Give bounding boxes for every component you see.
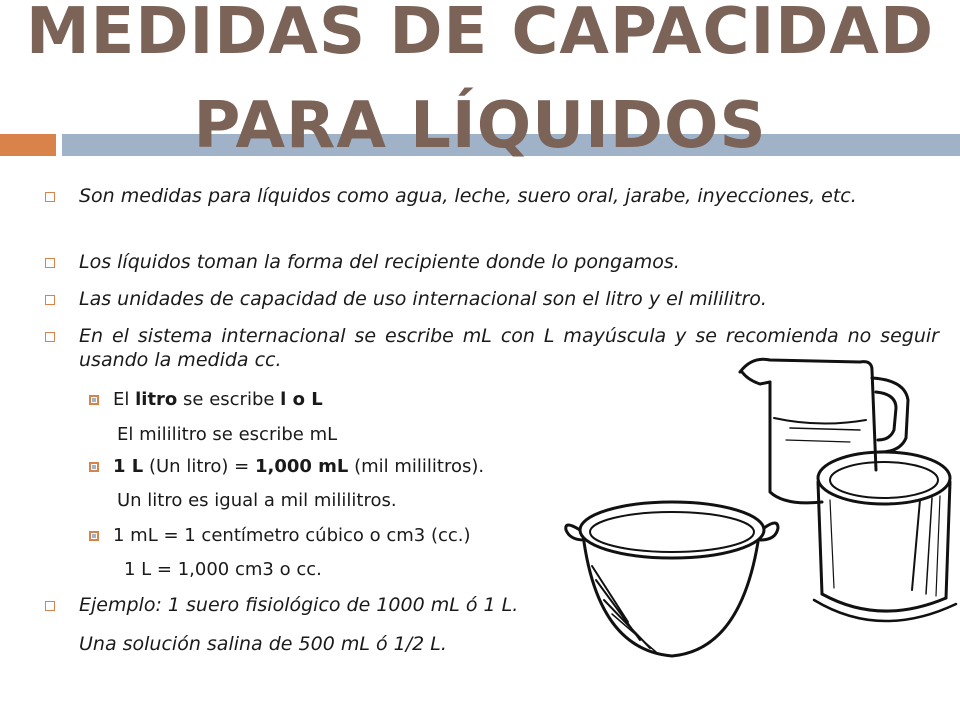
square-bullet-icon — [45, 258, 55, 268]
list-item — [45, 184, 939, 208]
list-item — [45, 250, 939, 274]
square-bullet-icon — [45, 192, 55, 202]
example-text-line2: Una solución salina de 500 mL ó 1/2 L. — [79, 633, 447, 655]
sub-text: 1 L = 1,000 cm3 o cc. — [124, 559, 322, 580]
list-item — [45, 287, 939, 311]
sub-list-item: 1 mL = 1 centímetro cúbico o cm3 (cc.) — [89, 525, 471, 547]
sub-list-item: El litro se escribe l o L — [89, 389, 323, 411]
bullet-text: Las unidades de capacidad de uso internacional son el litro y el mililitro. — [79, 288, 767, 310]
page-title-line1: MEDIDAS DE CAPACIDAD — [25, 0, 935, 69]
square-bullet-icon — [45, 332, 55, 342]
sub-bullet-icon — [89, 395, 99, 405]
list-item — [45, 593, 685, 617]
square-bullet-icon — [45, 601, 55, 611]
sub-bullet-icon — [89, 531, 99, 541]
list-item — [45, 324, 939, 372]
sub-list-item: 1 L (Un litro) = 1,000 mL (mil mililitros). — [89, 456, 484, 478]
bullet-text: En el sistema internacional se escribe mL con L mayúscula y se recomienda no seguir usando la medida cc. — [79, 325, 939, 371]
square-bullet-icon — [45, 295, 55, 305]
sub-text: El mililitro se escribe mL — [117, 424, 338, 445]
bullet-text: Son medidas para líquidos como agua, leche, suero oral, jarabe, inyecciones, etc. — [79, 185, 857, 207]
page-title-line2: PARA LÍQUIDOS — [193, 89, 767, 163]
example-text: Ejemplo: 1 suero fisiológico de 1000 mL ó 1 L. — [79, 594, 519, 616]
sub-bullet-icon — [89, 462, 99, 472]
sub-text: Un litro es igual a mil mililitros. — [117, 490, 397, 511]
bullet-text: Los líquidos toman la forma del recipiente donde lo pongamos. — [79, 251, 680, 273]
